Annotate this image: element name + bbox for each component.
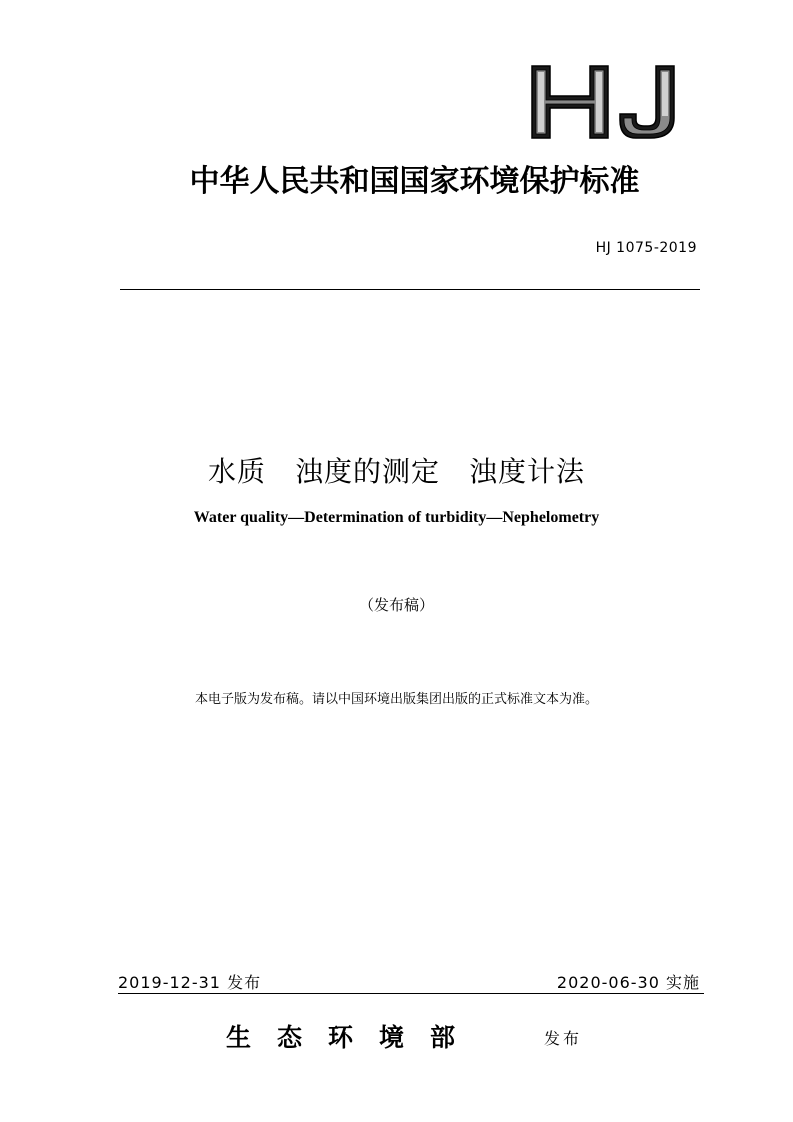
organization-title: 中华人民共和国国家环境保护标准 — [189, 164, 640, 199]
standard-number: HJ 1075-2019 — [595, 240, 697, 256]
issuing-authority-suffix: 发布 — [544, 1029, 583, 1048]
document-title-english: Water quality—Determination of turbidity—Nephelometry — [193, 509, 600, 526]
header-divider — [120, 289, 700, 290]
logo-letter-h — [532, 66, 608, 138]
document-title-chinese: 水质 浊度的测定 浊度计法 — [207, 455, 585, 488]
implementation-date: 2020-06-30 实施 — [556, 973, 700, 992]
hj-logo — [528, 62, 680, 142]
issuing-authority: 生态环境部 — [226, 1023, 482, 1052]
footer-divider — [118, 993, 704, 994]
logo-letter-j — [620, 66, 674, 138]
edition-notice: 本电子版为发布稿。请以中国环境出版集团出版的正式标准文本为准。 — [194, 692, 598, 707]
issue-date: 2019-12-31 发布 — [118, 973, 262, 992]
draft-label: （发布稿） — [358, 596, 434, 614]
